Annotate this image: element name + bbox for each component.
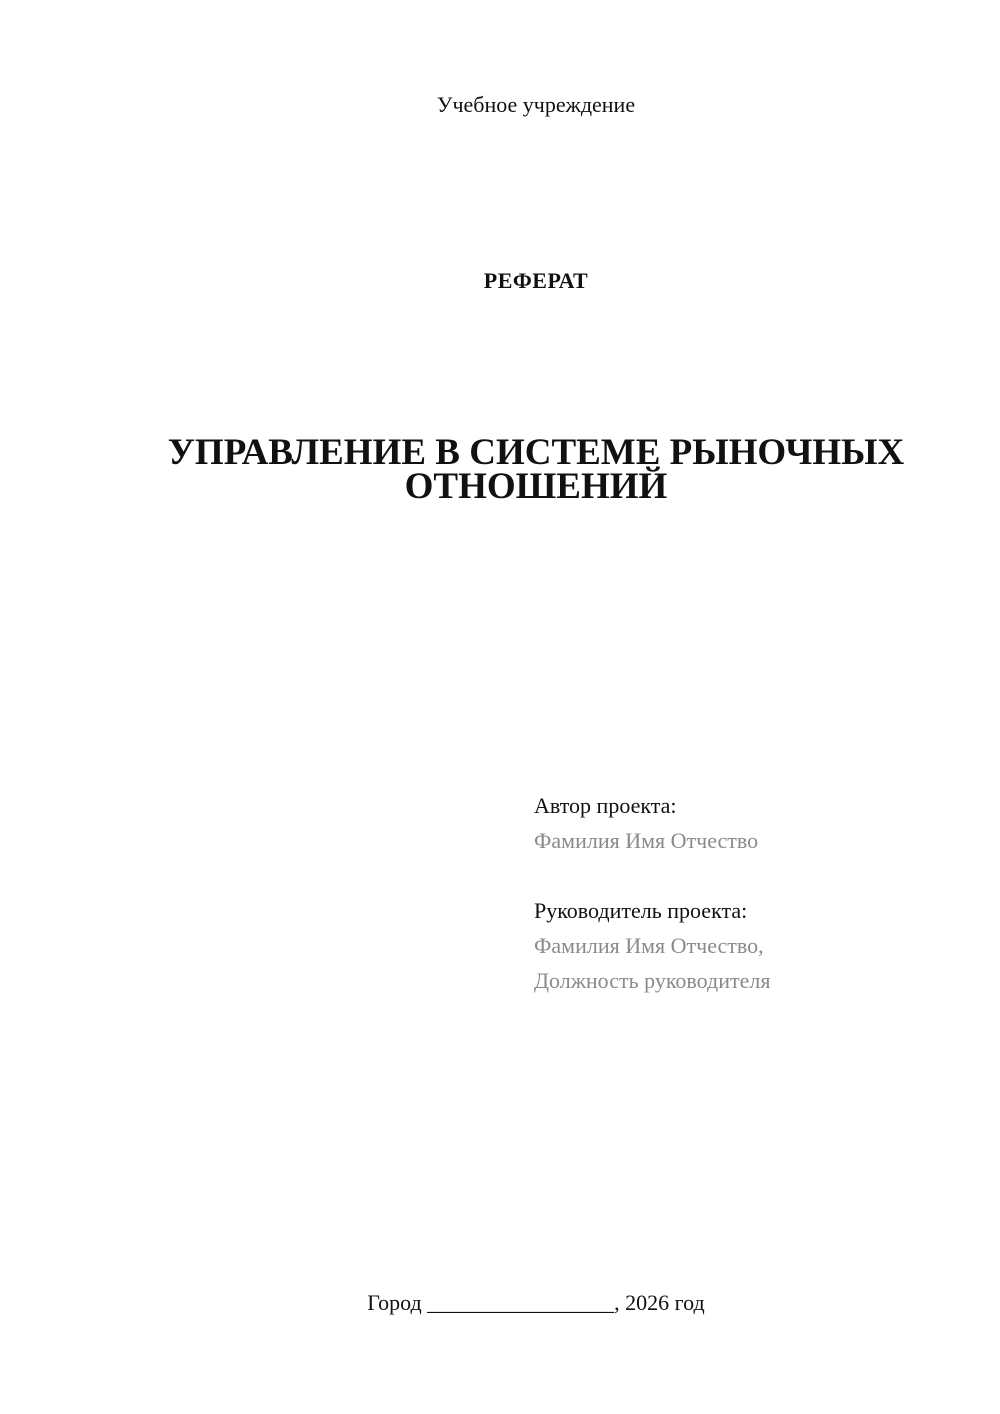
supervisor-position: Должность руководителя [534,968,771,993]
supervisor-name: Фамилия Имя Отчество, [534,933,764,958]
city-year-footer: Город _________________, 2026 год [367,1290,705,1315]
author-block [534,788,974,998]
title-line-1: УПРАВЛЕНИЕ В СИСТЕМЕ РЫНОЧНЫХ [167,432,905,473]
title-line-2: ОТНОШЕНИЙ [404,466,668,507]
document-type: РЕФЕРАТ [483,268,589,293]
institution-name: Учебное учреждение [436,92,636,117]
author-name: Фамилия Имя Отчество [534,828,759,853]
author-label: Автор проекта: [534,793,677,818]
document-title [80,432,992,507]
supervisor-label: Руководитель проекта: [534,898,748,923]
